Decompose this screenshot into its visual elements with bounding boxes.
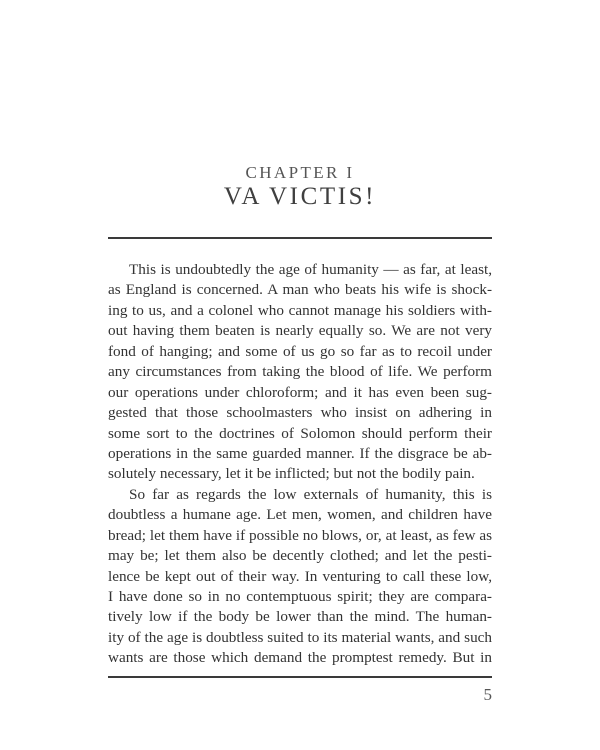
text-line: may be; let them also be decently clothed; and let the pesti- (108, 547, 492, 565)
paragraph-1 (108, 260, 492, 485)
text-line: ing to us, and a colonel who cannot manage his soldiers with- (108, 301, 492, 319)
text-line: ity of the age is doubtless suited to its material wants, and such (108, 628, 492, 646)
text-line: bread; let them have if possible no blows, or, at least, as few as (108, 526, 492, 544)
text-line: So far as regards the low externals of humanity, this is (129, 485, 492, 503)
page-number: 5 (483, 685, 492, 704)
text-line: I have done so in no contemptuous spirit; they are compara- (108, 588, 492, 605)
text-line: our operations under chloroform; and it has even been sug- (108, 383, 492, 401)
paragraph-2 (108, 485, 492, 669)
body-text (108, 260, 492, 669)
text-line: lence be kept out of their way. In venturing to call these low, (108, 567, 492, 585)
text-line: doubtless a humane age. Let men, women, and children have (108, 506, 492, 524)
text-line: tively low if the body be lower than the mind. The human- (108, 608, 492, 626)
chapter-label: CHAPTER I (245, 163, 355, 182)
text-line: This is undoubtedly the age of humanity — as far, at least, (129, 261, 492, 278)
text-line: out having them beaten is nearly equally so. We are not very (108, 322, 492, 340)
text-line: solutely necessary, let it be inflicted; but not the bodily pain. (108, 465, 475, 483)
text-line: as England is concerned. A man who beats his wife is shock- (108, 281, 492, 299)
bottom-rule (108, 676, 492, 678)
text-line: gested that those schoolmasters who insist on adhering in (108, 404, 492, 422)
chapter-title: VA VICTIS! (223, 183, 377, 210)
top-rule (108, 237, 492, 239)
text-line: wants are those which demand the promptest remedy. But in (108, 649, 492, 667)
text-line: some sort to the doctrines of Solomon should perform their (108, 424, 492, 442)
text-line: any circumstances from taking the blood of life. We perform (108, 363, 492, 381)
text-line: operations in the same guarded manner. If the disgrace be ab- (108, 444, 492, 462)
text-line: fond of hanging; and some of us go so far as to recoil under (108, 342, 492, 360)
